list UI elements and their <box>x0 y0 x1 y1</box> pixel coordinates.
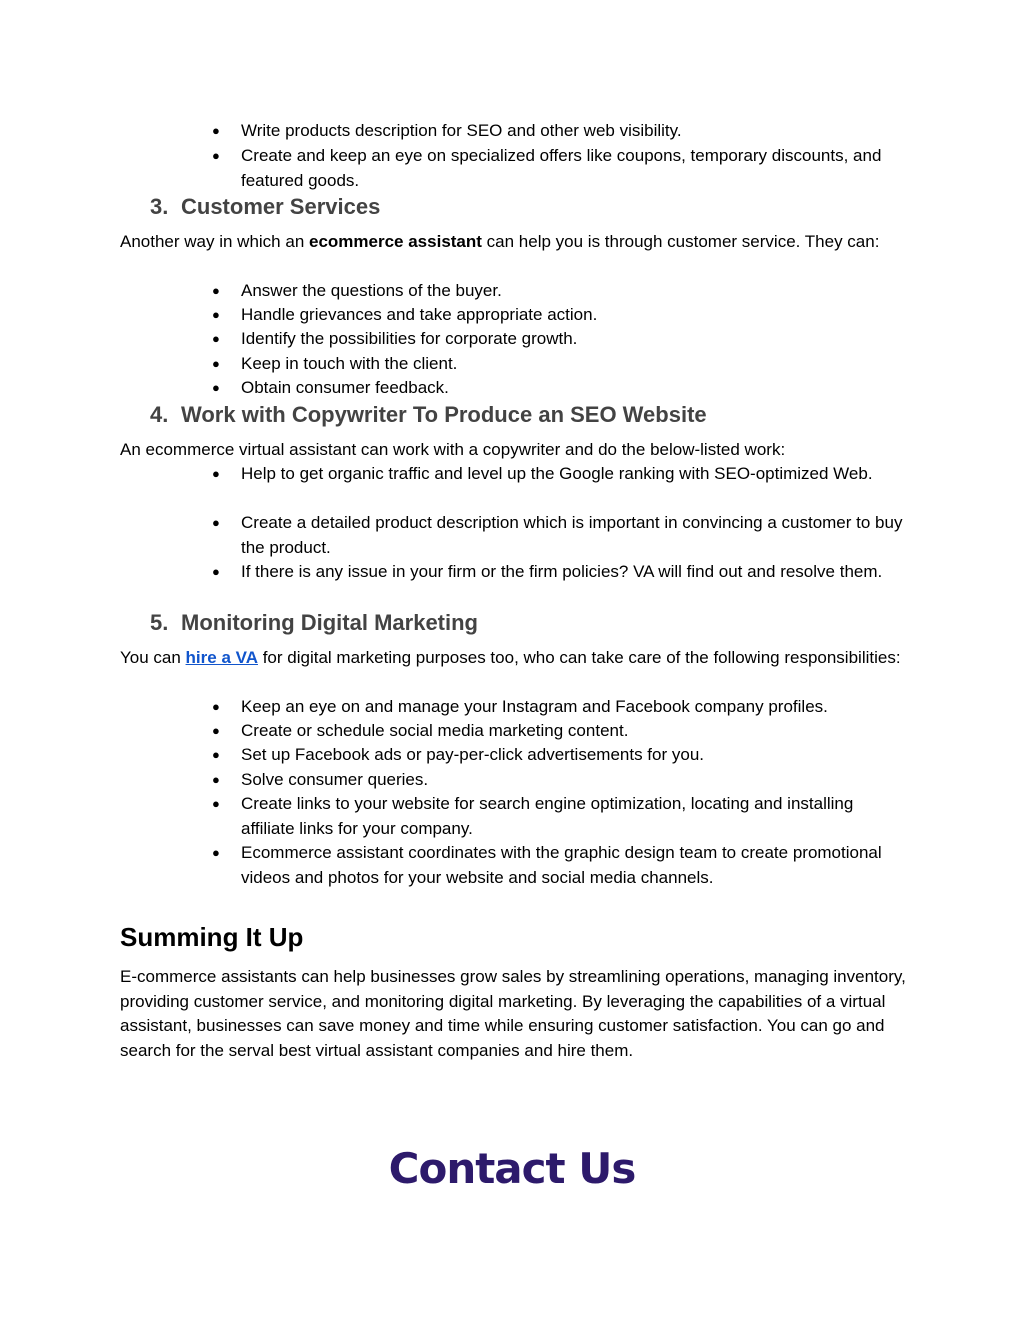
document-page: ● Write products description for SEO and other web visibility. ● Create and keep an eye on specialized offers like coupons, temporary discounts, and featured goods. 3. Customer Services Another way in which an ecommerce assistant can help you is through customer service. They can: ● Answer the questions of the buyer. ● Handle grievances and take appropriate action. ● Identify the possibilities for corporate growth. ● Keep in touch with the client. ● Obtain consumer feedback. 4. Work with Copywriter To Produce an SEO Website An ecommerce virtual assistant can work with a copywriter and do the below-listed work: ● Help to get organic traffic and level up the Google ranking with SEO-optimized Web. ● Create a detailed product description which is important in convincing a customer to buy the product. ● If there is any issue in your firm or the firm policies? VA will find out and resolve them. 5. Monitoring Digital Marketing You can hire a VA for digital marketing purposes too, who can take care of the following responsibilities: ● Keep an eye on and manage your Instagram and Facebook company profiles. ● Create or schedule social media marketing content. ● Set up Facebook ads or pay-per-click advertisements for you. ● Solve consumer queries. ● Create links to your website for search engine optimization, locating and installing affiliate links for your company. ● Ecommerce assistant coordinates with the graphic design team to create promotional videos and photos for your website and social media channels. Summing It Up E-commerce assistants can help businesses grow sales by streamlining operations, managing inventory, providing customer service, and monitoring digital marketing. By leveraging the capabilities of a virtual assistant, businesses can save money and time while ensuring customer satisfaction. You can go and search for the serval best virtual assistant companies and hire them. Contact Us <box>0 0 1024 1325</box>
bullet-icon: ● <box>212 148 220 163</box>
bullet-icon: ● <box>212 331 220 346</box>
bullet-icon: ● <box>212 564 220 579</box>
bullet-icon: ● <box>212 747 220 762</box>
bold-term: ecommerce assistant <box>309 232 482 251</box>
section-heading-customer-services: 3. Customer Services <box>150 194 381 219</box>
bullet-icon: ● <box>212 796 220 811</box>
section5-intro: You can hire a VA for digital marketing purposes too, who can take care of the following responsibilities: <box>120 648 901 667</box>
bullet-icon: ● <box>212 307 220 322</box>
bullet-icon: ● <box>212 699 220 714</box>
section4-intro: An ecommerce virtual assistant can work with a copywriter and do the below-listed work: <box>120 440 786 459</box>
bullet-icon: ● <box>212 123 220 138</box>
bullet-icon: ● <box>212 772 220 787</box>
section3-intro: Another way in which an ecommerce assistant can help you is through customer service. They can: <box>120 232 880 251</box>
bullet-icon: ● <box>212 356 220 371</box>
bullet-icon: ● <box>212 515 220 530</box>
bullet-icon: ● <box>212 845 220 860</box>
summary-paragraph: E-commerce assistants can help businesses grow sales by streamlining operations, managing inventory, providing customer service, and monitoring digital marketing. By leveraging the capabilities of a virtual assistant, businesses can save money and time while ensuring customer satisfaction. You can go and search for the serval best virtual assistant companies and hire them. <box>120 967 906 1060</box>
bullet-icon: ● <box>212 380 220 395</box>
bullet-icon: ● <box>212 283 220 298</box>
hire-a-va-link[interactable]: hire a VA <box>185 648 258 667</box>
contact-us-heading: Contact Us <box>388 1144 636 1193</box>
summary-heading: Summing It Up <box>120 922 304 952</box>
bullet-icon: ● <box>212 723 220 738</box>
bullet-icon: ● <box>212 466 220 481</box>
section-heading-digital-marketing: 5. Monitoring Digital Marketing <box>150 610 478 635</box>
section-heading-copywriter: 4. Work with Copywriter To Produce an SEO Website <box>150 402 707 427</box>
